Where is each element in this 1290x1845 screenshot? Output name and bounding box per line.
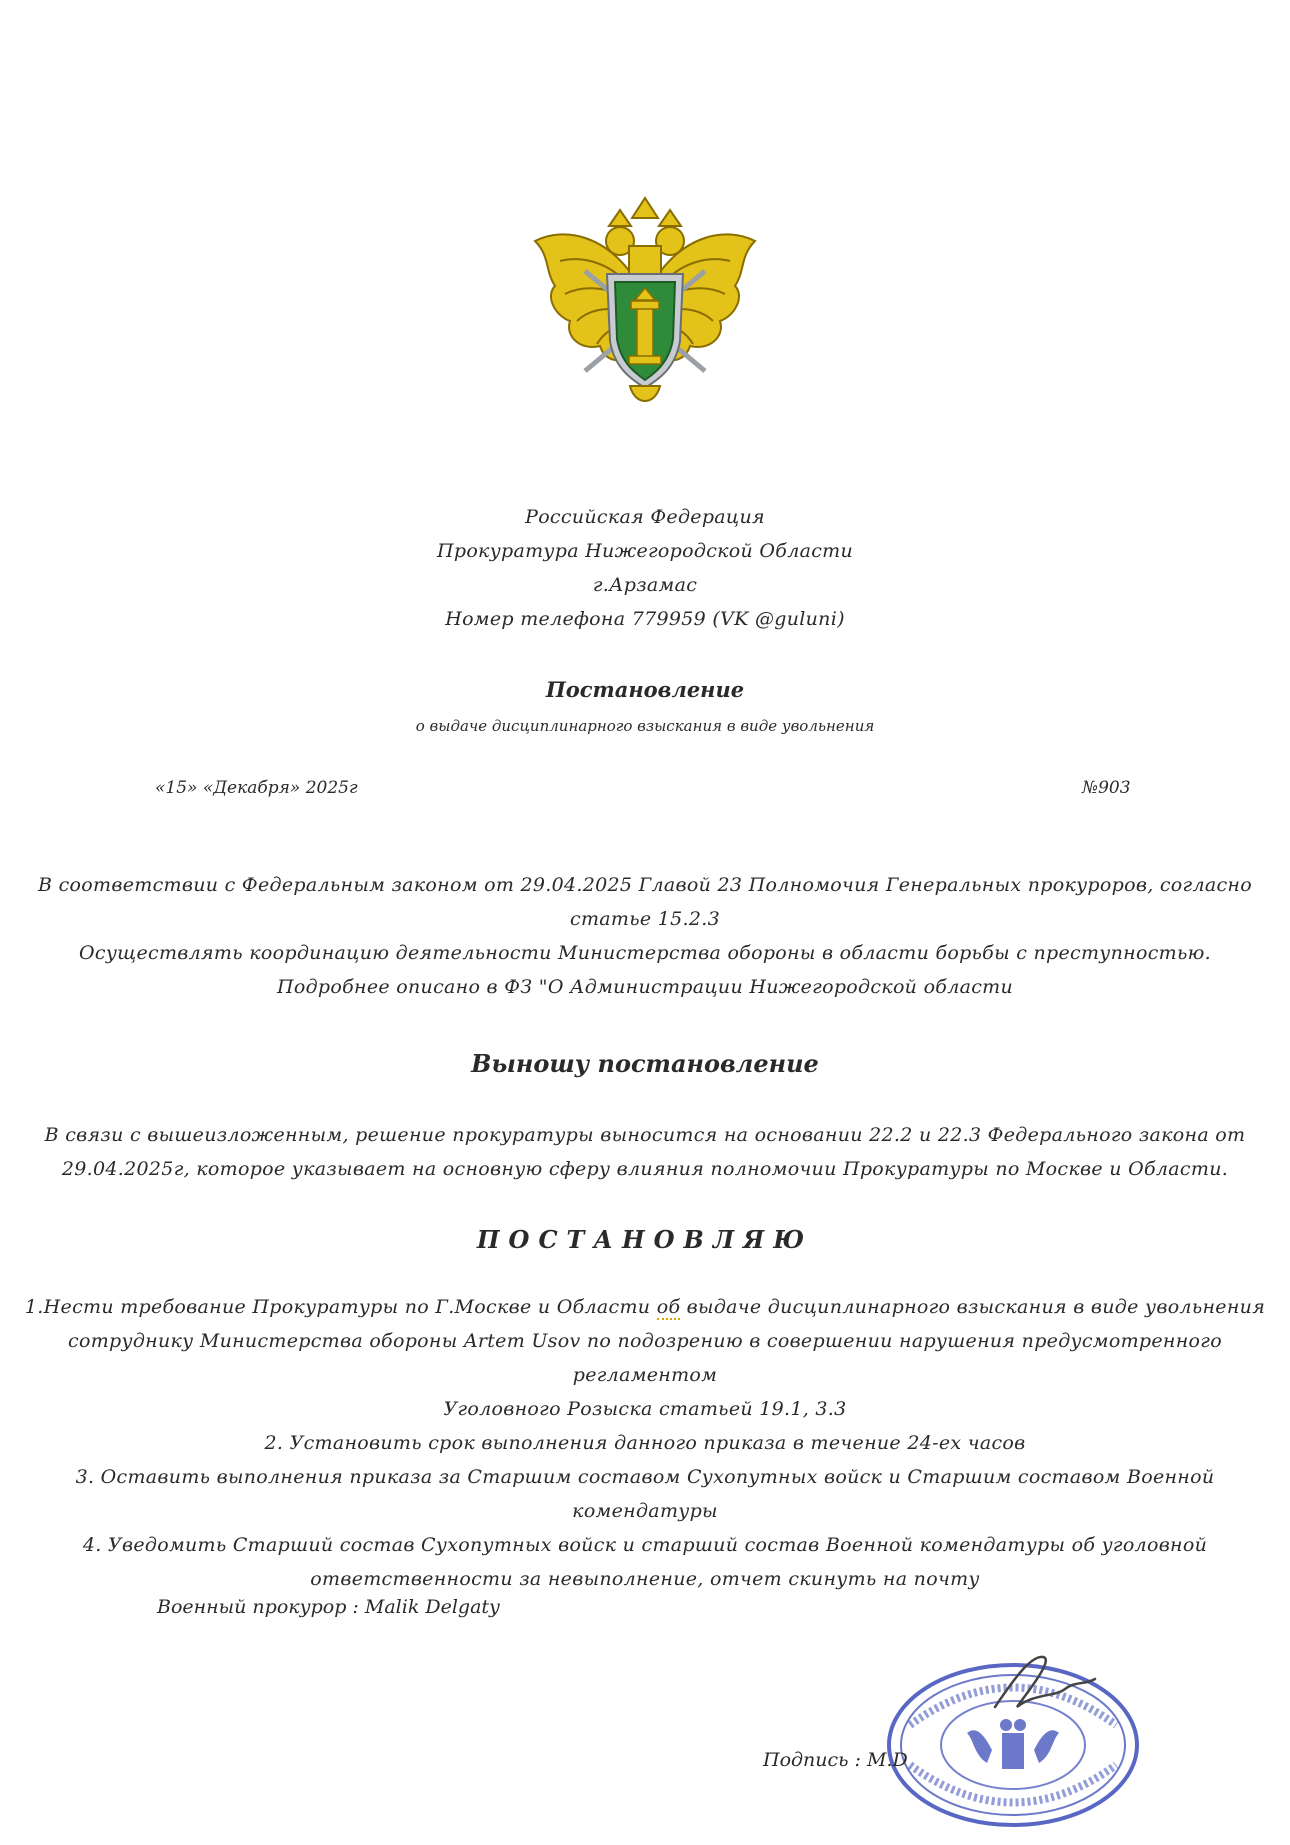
header-block [0,500,1290,636]
decree-item-1-marked-word: об [656,1296,681,1318]
prosecutor-name: Военный прокурор : Malik Delgaty [157,1596,500,1618]
header-office: Прокуратура Нижегородской Области [436,540,854,562]
header-phone: Номер телефона 779959 (VK @guluni) [445,608,845,630]
eagle-tail [630,386,660,401]
intro-line: статье 15.2.3 [570,908,720,930]
decree-line: сотруднику Министерства обороны Artem Usov по подозрению в совершении нарушения предусмотренного регламентом [68,1330,1222,1386]
reason-line: В связи с вышеизложенным, решение прокуратуры выносится на основании 22.2 и 22.3 Федерального закона от [44,1124,1246,1146]
shield [607,274,683,388]
intro-line: В соответствии с Федеральным законом от 29.04.2025 Главой 23 Полномочия Генеральных прокуроров, согласно [38,874,1252,896]
header-city: г.Арзамас [592,574,698,596]
decree-block [0,1290,1290,1596]
intro-line: Осуществлять координацию деятельности Министерства обороны в области борьбы с преступностью. [79,942,1211,964]
header-country: Российская Федерация [525,506,765,528]
section2-heading: ПОСТАНОВЛЯЮ [476,1225,814,1254]
intro-line: Подробнее описано в ФЗ "О Администрации Нижегородской области [276,976,1014,998]
document-title: Постановление [545,677,745,702]
decree-line: 4. Уведомить Старший состав Сухопутных войск и старший состав Военной комендатуры об уголовной [82,1534,1208,1556]
intro-block [0,868,1290,1004]
decree-item-1-end: выдаче дисциплинарного взыскания в виде увольнения [680,1296,1266,1318]
reason-block [0,1118,1290,1186]
document-date: «15» «Декабря» 2025г [155,778,358,798]
decree-line: комендатуры [572,1500,718,1522]
decree-line: 3. Оставить выполнения приказа за Старшим составом Сухопутных войск и Старшим составом Военной [75,1466,1215,1488]
decree-item-1-start: 1.Нести требование Прокуратуры по Г.Москве и Области [24,1296,657,1318]
decree-line: 2. Установить срок выполнения данного приказа в течение 24-ех часов [264,1432,1026,1454]
signature-label: Подпись : M.D [763,1749,908,1771]
handwritten-signature [955,1645,1105,1725]
prosecutor-office-emblem [525,196,765,421]
reason-line: 29.04.2025г, которое указывает на основную сферу влияния полномочии Прокуратуры по Москве и Области. [61,1158,1229,1180]
decree-item-1 [0,1290,1290,1324]
section1-heading: Выношу постановление [471,1049,819,1078]
decree-line: ответственности за невыполнение, отчет скинуть на почту [310,1568,980,1590]
document-subtitle: о выдаче дисциплинарного взыскания в виде увольнения [415,717,875,735]
decree-line: Уголовного Розыска статьей 19.1, 3.3 [443,1398,847,1420]
stamp-eagle [967,1719,1059,1769]
document-number: №903 [1082,778,1131,798]
